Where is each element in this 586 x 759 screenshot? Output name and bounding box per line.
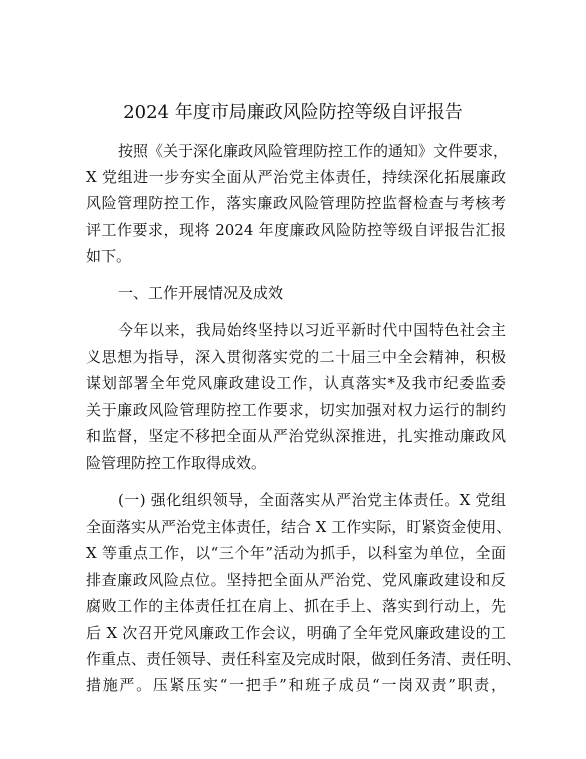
paragraph-line: 和监督，坚定不移把全面从严治党纵深推进，扎实推动廉政风 bbox=[86, 427, 506, 445]
paragraph-line: 今年以来，我局始终坚持以习近平新时代中国特色社会主 bbox=[118, 321, 506, 339]
paragraph-line: 后 X 次召开党风廉政工作会议，明确了全年党风廉政建设的工 bbox=[86, 624, 506, 642]
paragraph-line: 作重点、责任领导、责任科室及完成时限，做到任务清、责任明、 bbox=[86, 650, 522, 668]
paragraph-line: 全面落实从严治党主体责任，结合 X 工作实际，盯紧资金使用、 bbox=[86, 518, 512, 536]
paragraph-line: X 等重点工作，以“三个年”活动为抓手，以科室为单位，全面 bbox=[86, 544, 506, 562]
paragraph-line: 措施严。压紧压实“一把手”和班子成员“一岗双责”职责， bbox=[86, 676, 506, 694]
paragraph-line: 评工作要求，现将 2024 年度廉政风险防控等级自评报告汇报 bbox=[86, 221, 506, 239]
paragraph-line: 谋划部署全年党风廉政建设工作，认真落实*及我市纪委监委 bbox=[86, 374, 506, 392]
paragraph-line: 按照《关于深化廉政风险管理防控工作的通知》文件要求， bbox=[118, 142, 509, 160]
paragraph-line: 关于廉政风险管理防控工作要求，切实加强对权力运行的制约 bbox=[86, 401, 506, 419]
paragraph-line: (一) 强化组织领导，全面落实从严治党主体责任。X 党组 bbox=[118, 491, 506, 509]
paragraph-line: 排查廉政风险点位。坚持把全面从严治党、党风廉政建设和反 bbox=[86, 571, 506, 589]
section-heading: 一、工作开展情况及成效 bbox=[118, 284, 284, 302]
paragraph-line: 义思想为指导，深入贯彻落实党的二十届三中全会精神，积极 bbox=[86, 348, 506, 366]
document-title: 2024 年度市局廉政风险防控等级自评报告 bbox=[123, 102, 463, 123]
paragraph-line: 腐败工作的主体责任扛在肩上、抓在手上、落实到行动上，先 bbox=[86, 597, 506, 615]
paragraph-line: 如下。 bbox=[86, 247, 132, 265]
paragraph-line: 风险管理防控工作，落实廉政风险管理防控监督检查与考核考 bbox=[86, 194, 506, 212]
paragraph-line: 险管理防控工作取得成效。 bbox=[86, 454, 267, 472]
paragraph-line: X 党组进一步夯实全面从严治党主体责任，持续深化拓展廉政 bbox=[86, 168, 506, 186]
